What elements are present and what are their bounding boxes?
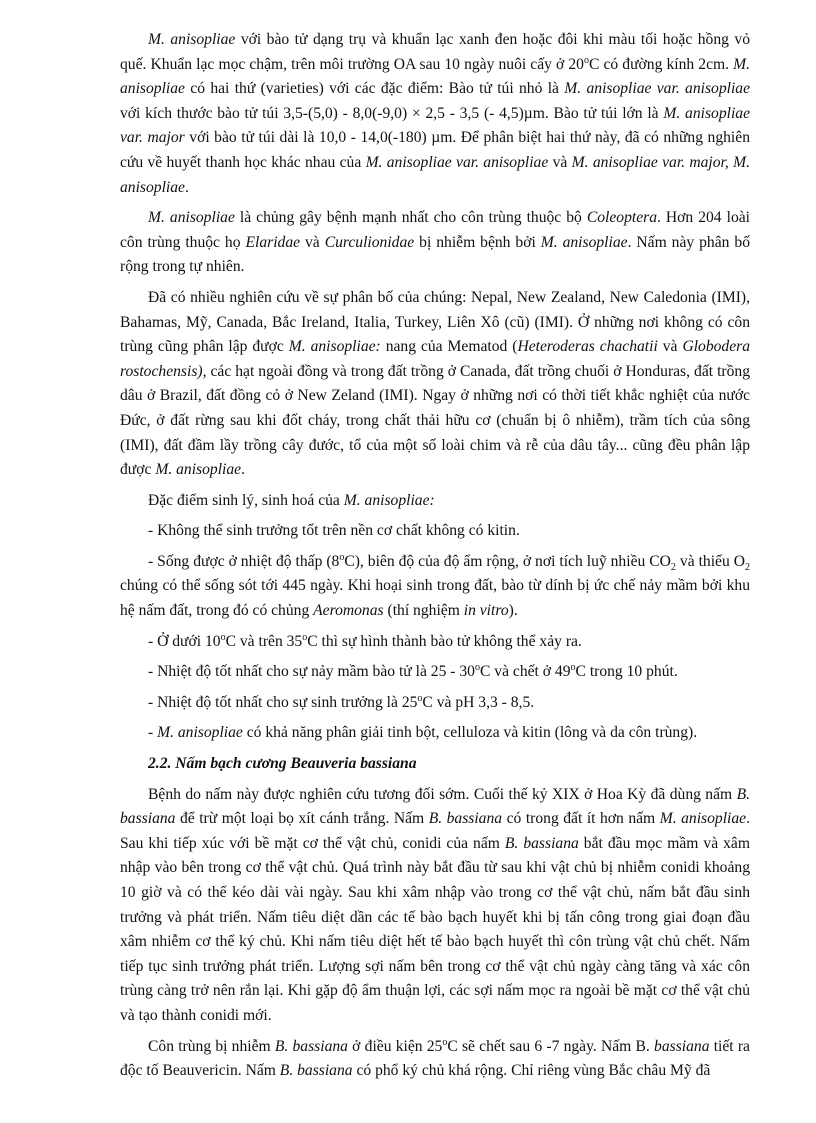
- text-run: với bào tử dạng trụ và khuẩn lạc xanh đen hoặc đôi khi màu tối hoặc hồng vỏ quế. Khuẩn lạc mọc chậm, trên môi trường OA sau 10 ngày nuôi cấy ở 20: [120, 31, 750, 73]
- text-run: B. bassiana: [428, 810, 503, 828]
- text-run: C có đường kính 2cm.: [588, 55, 734, 73]
- text-run: có trong đất ít hơn nấm: [502, 810, 660, 828]
- text-run: Đặc điểm sinh lý, sinh hoá của: [148, 491, 344, 509]
- text-run: Curculionidae: [324, 233, 415, 251]
- text-run: và: [548, 153, 572, 171]
- text-run: chúng có thể sống sót tới 445 ngày. Khi hoại sinh trong đất, bào từ dính bị ức chế nảy mầm bởi khu hệ nấm đất, trong đó có chủng: [120, 577, 750, 620]
- text-run: M. anisopliae: [659, 810, 747, 828]
- text-run: in vitro: [463, 602, 509, 620]
- text-run: C và trên 35: [225, 632, 303, 650]
- text-run: M. anisopliae: [157, 724, 243, 742]
- text-run: Coleoptera: [586, 209, 657, 227]
- text-run: C và pH 3,3 - 8,5.: [422, 693, 535, 711]
- text-run: M. anisopliae var. anisopliae: [365, 153, 549, 171]
- text-run: o: [474, 662, 480, 674]
- paragraph: [120, 286, 750, 483]
- paragraph: [120, 550, 750, 624]
- text-run: Aeromonas: [313, 602, 384, 620]
- text-run: B. bassiana: [279, 1062, 353, 1080]
- text-run: o: [339, 551, 345, 563]
- text-run: M. anisopliae:: [288, 338, 381, 356]
- text-run: - Không thể sinh trưởng tốt trên nền cơ chất không có kitin.: [148, 522, 520, 540]
- text-run: . Sau khi tiếp xúc với bề mặt cơ thể vật chủ, conidi của nấm: [120, 810, 750, 852]
- text-run: ở điều kiện 25: [347, 1037, 443, 1055]
- text-run: 2: [745, 561, 750, 573]
- text-run: Globodera rostochensis),: [120, 338, 751, 380]
- text-run: o: [570, 662, 576, 674]
- paragraph: [120, 691, 750, 716]
- paragraph: [120, 630, 750, 655]
- text-run: M. anisopliae:: [343, 491, 435, 509]
- text-run: có khả năng phân giải tinh bột, celluloza và kitin (lông và da côn trùng).: [242, 724, 698, 742]
- text-run: o: [302, 631, 308, 643]
- text-run: .: [241, 461, 245, 479]
- paragraph: [120, 519, 750, 544]
- text-run: - Sống được ở nhiệt độ thấp (8: [148, 552, 340, 570]
- text-run: C sẽ chết sau 6 -7 ngày. Nấm B.: [447, 1037, 655, 1055]
- text-run: Côn trùng bị nhiễm: [148, 1037, 275, 1055]
- text-run: 2: [670, 561, 676, 573]
- text-run: nang của Mematod (: [380, 338, 518, 356]
- text-run: . Hơn 204 loài côn trùng thuộc họ: [120, 209, 750, 251]
- text-run: o: [417, 692, 423, 704]
- text-run: B. bassiana: [504, 834, 579, 852]
- text-run: có phổ ký chủ khá rộng. Chỉ riêng vùng Bắc châu Mỹ đã: [352, 1062, 711, 1080]
- text-run: M. anisopliae: [540, 233, 628, 251]
- document-page: [120, 28, 750, 1090]
- text-run: tiết ra độc tố Beauvericin. Nấm: [120, 1037, 750, 1080]
- text-run: C và chết ở 49: [479, 663, 571, 681]
- text-run: với bào tử túi dài là 10,0 - 14,0(-180) µm. Để phân biệt hai thứ này, đã có những nghiên cứu về huyết thanh học khác nhau của: [120, 129, 750, 171]
- text-run: M. anisopliae var. anisopliae: [564, 80, 750, 98]
- text-run: - Ở dưới 10: [148, 632, 221, 650]
- paragraph: [120, 783, 750, 1029]
- text-run: . Nấm này phân bố rộng trong tự nhiên.: [120, 233, 750, 276]
- paragraph: [120, 660, 750, 685]
- text-run: o: [583, 54, 589, 66]
- text-run: bắt đầu mọc mầm và xâm nhập vào bên trong cơ thể vật chủ. Quá trình này bắt đầu từ sau khi vật chủ bị nhiễm conidi khoảng 10 giờ và có thể kéo dài vài ngày. Sau khi xâm nhập vào trong cơ thể vật chủ, nấm bắt đầu sinh trưởng và phát triển. Nấm tiêu diệt dần các tế bào bạch huyết khi bị tấn công trong giai đoạn đầu xâm nhiễm cơ thể ký chủ. Khi nấm tiêu diệt hết tế bào bạch huyết thì côn trùng vật chủ chết. Nấm tiếp tục sinh trưởng phát triển. Lượng sợi nấm bên trong cơ thể vật chủ ngày càng tăng và xác côn trùng càng trở nên rắn lại. Khi gặp độ ẩm thuận lợi, các sợi nấm mọc ra ngoài bề mặt cơ thể vật chủ và tạo thành conidi mới.: [120, 834, 750, 1024]
- paragraph: [120, 721, 750, 746]
- paragraph: [120, 206, 750, 280]
- text-run: và: [300, 233, 325, 251]
- text-run: M. anisopliae: [148, 31, 236, 48]
- text-run: C trong 10 phút.: [575, 663, 678, 681]
- text-run: là chủng gây bệnh mạnh nhất cho côn trùng thuộc bộ: [234, 209, 587, 227]
- text-run: có hai thứ (varieties) với các đặc điểm: Bào tử túi nhỏ là: [184, 80, 565, 98]
- text-run: và thiếu O: [675, 552, 745, 570]
- text-run: .: [184, 178, 189, 196]
- text-run: bị nhiễm bệnh bởi: [414, 233, 541, 251]
- text-run: với kích thước bào tử túi 3,5-(5,0) - 8,0(-9,0) × 2,5 - 3,5 (- 4,5)µm. Bào tử túi lớn là: [120, 104, 664, 122]
- text-run: để trừ một loại bọ xít cánh trắng. Nấm: [175, 810, 429, 828]
- text-run: Heteroderas chachatii: [517, 338, 658, 356]
- text-run: Elaridae: [245, 233, 301, 251]
- section-heading: [120, 752, 750, 777]
- paragraph: [120, 489, 750, 514]
- text-run: 2.2. Nấm bạch cương Beauveria bassiana: [148, 755, 417, 773]
- text-run: và: [657, 338, 683, 356]
- text-run: B. bassiana: [274, 1037, 348, 1055]
- text-run: B. bassiana: [120, 785, 750, 828]
- paragraph: [120, 28, 750, 200]
- text-run: ).: [508, 602, 518, 620]
- text-run: -: [148, 724, 158, 742]
- text-run: M. anisopliae: [148, 209, 235, 227]
- text-run: M. anisopliae var. major: [120, 104, 750, 147]
- text-run: M. anisopliae: [120, 55, 751, 98]
- text-run: Đã có nhiều nghiên cứu về sự phân bố của chúng: Nepal, New Zealand, New Caledonia (IMI), Bahamas, Mỹ, Canada, Bắc Ireland, Italia, Turkey, Liên Xô (cũ) (IMI). Ở những nơi không có côn trùng cũng phân lập được: [120, 288, 750, 356]
- text-run: - Nhiệt độ tốt nhất cho sự sinh trưởng là 25: [148, 693, 418, 711]
- text-run: các hạt ngoài đồng và trong đất trồng ở Canada, đất trồng chuối ở Honduras, đất trồng dâu ở Brazil, đất đồng cỏ ở New Zeland (IMI). Ngay ở những nơi có thời tiết khắc nghiệt của nước Đức, ở đất rừng sau khi đốt cháy, trong chất thải hữu cơ (chuẩn bị ô nhiễm), trầm tích của sông (IMI), đất đầm lầy trồng cây đước, tổ của một số loài chim và rễ của dâu tây... cũng đều phân lập được: [120, 362, 750, 479]
- text-run: C), biên độ của độ ẩm rộng, ở nơi tích luỹ nhiều CO: [344, 552, 671, 570]
- text-run: M. anisopliae: [155, 461, 242, 479]
- text-run: M. anisopliae var. major, M. anisopliae: [120, 153, 750, 196]
- text-run: o: [442, 1036, 448, 1048]
- text-run: (thí nghiệm: [383, 602, 464, 620]
- text-run: o: [220, 631, 226, 643]
- text-run: bassiana: [654, 1037, 710, 1055]
- text-run: - Nhiệt độ tốt nhất cho sự nảy mầm bào tử là 25 - 30: [148, 663, 475, 681]
- paragraph: [120, 1035, 750, 1084]
- text-run: C thì sự hình thành bào tử không thể xảy ra.: [307, 632, 582, 650]
- text-run: Bệnh do nấm này được nghiên cứu tương đối sớm. Cuối thế kỷ XIX ở Hoa Kỳ đã dùng nấm: [148, 785, 737, 803]
